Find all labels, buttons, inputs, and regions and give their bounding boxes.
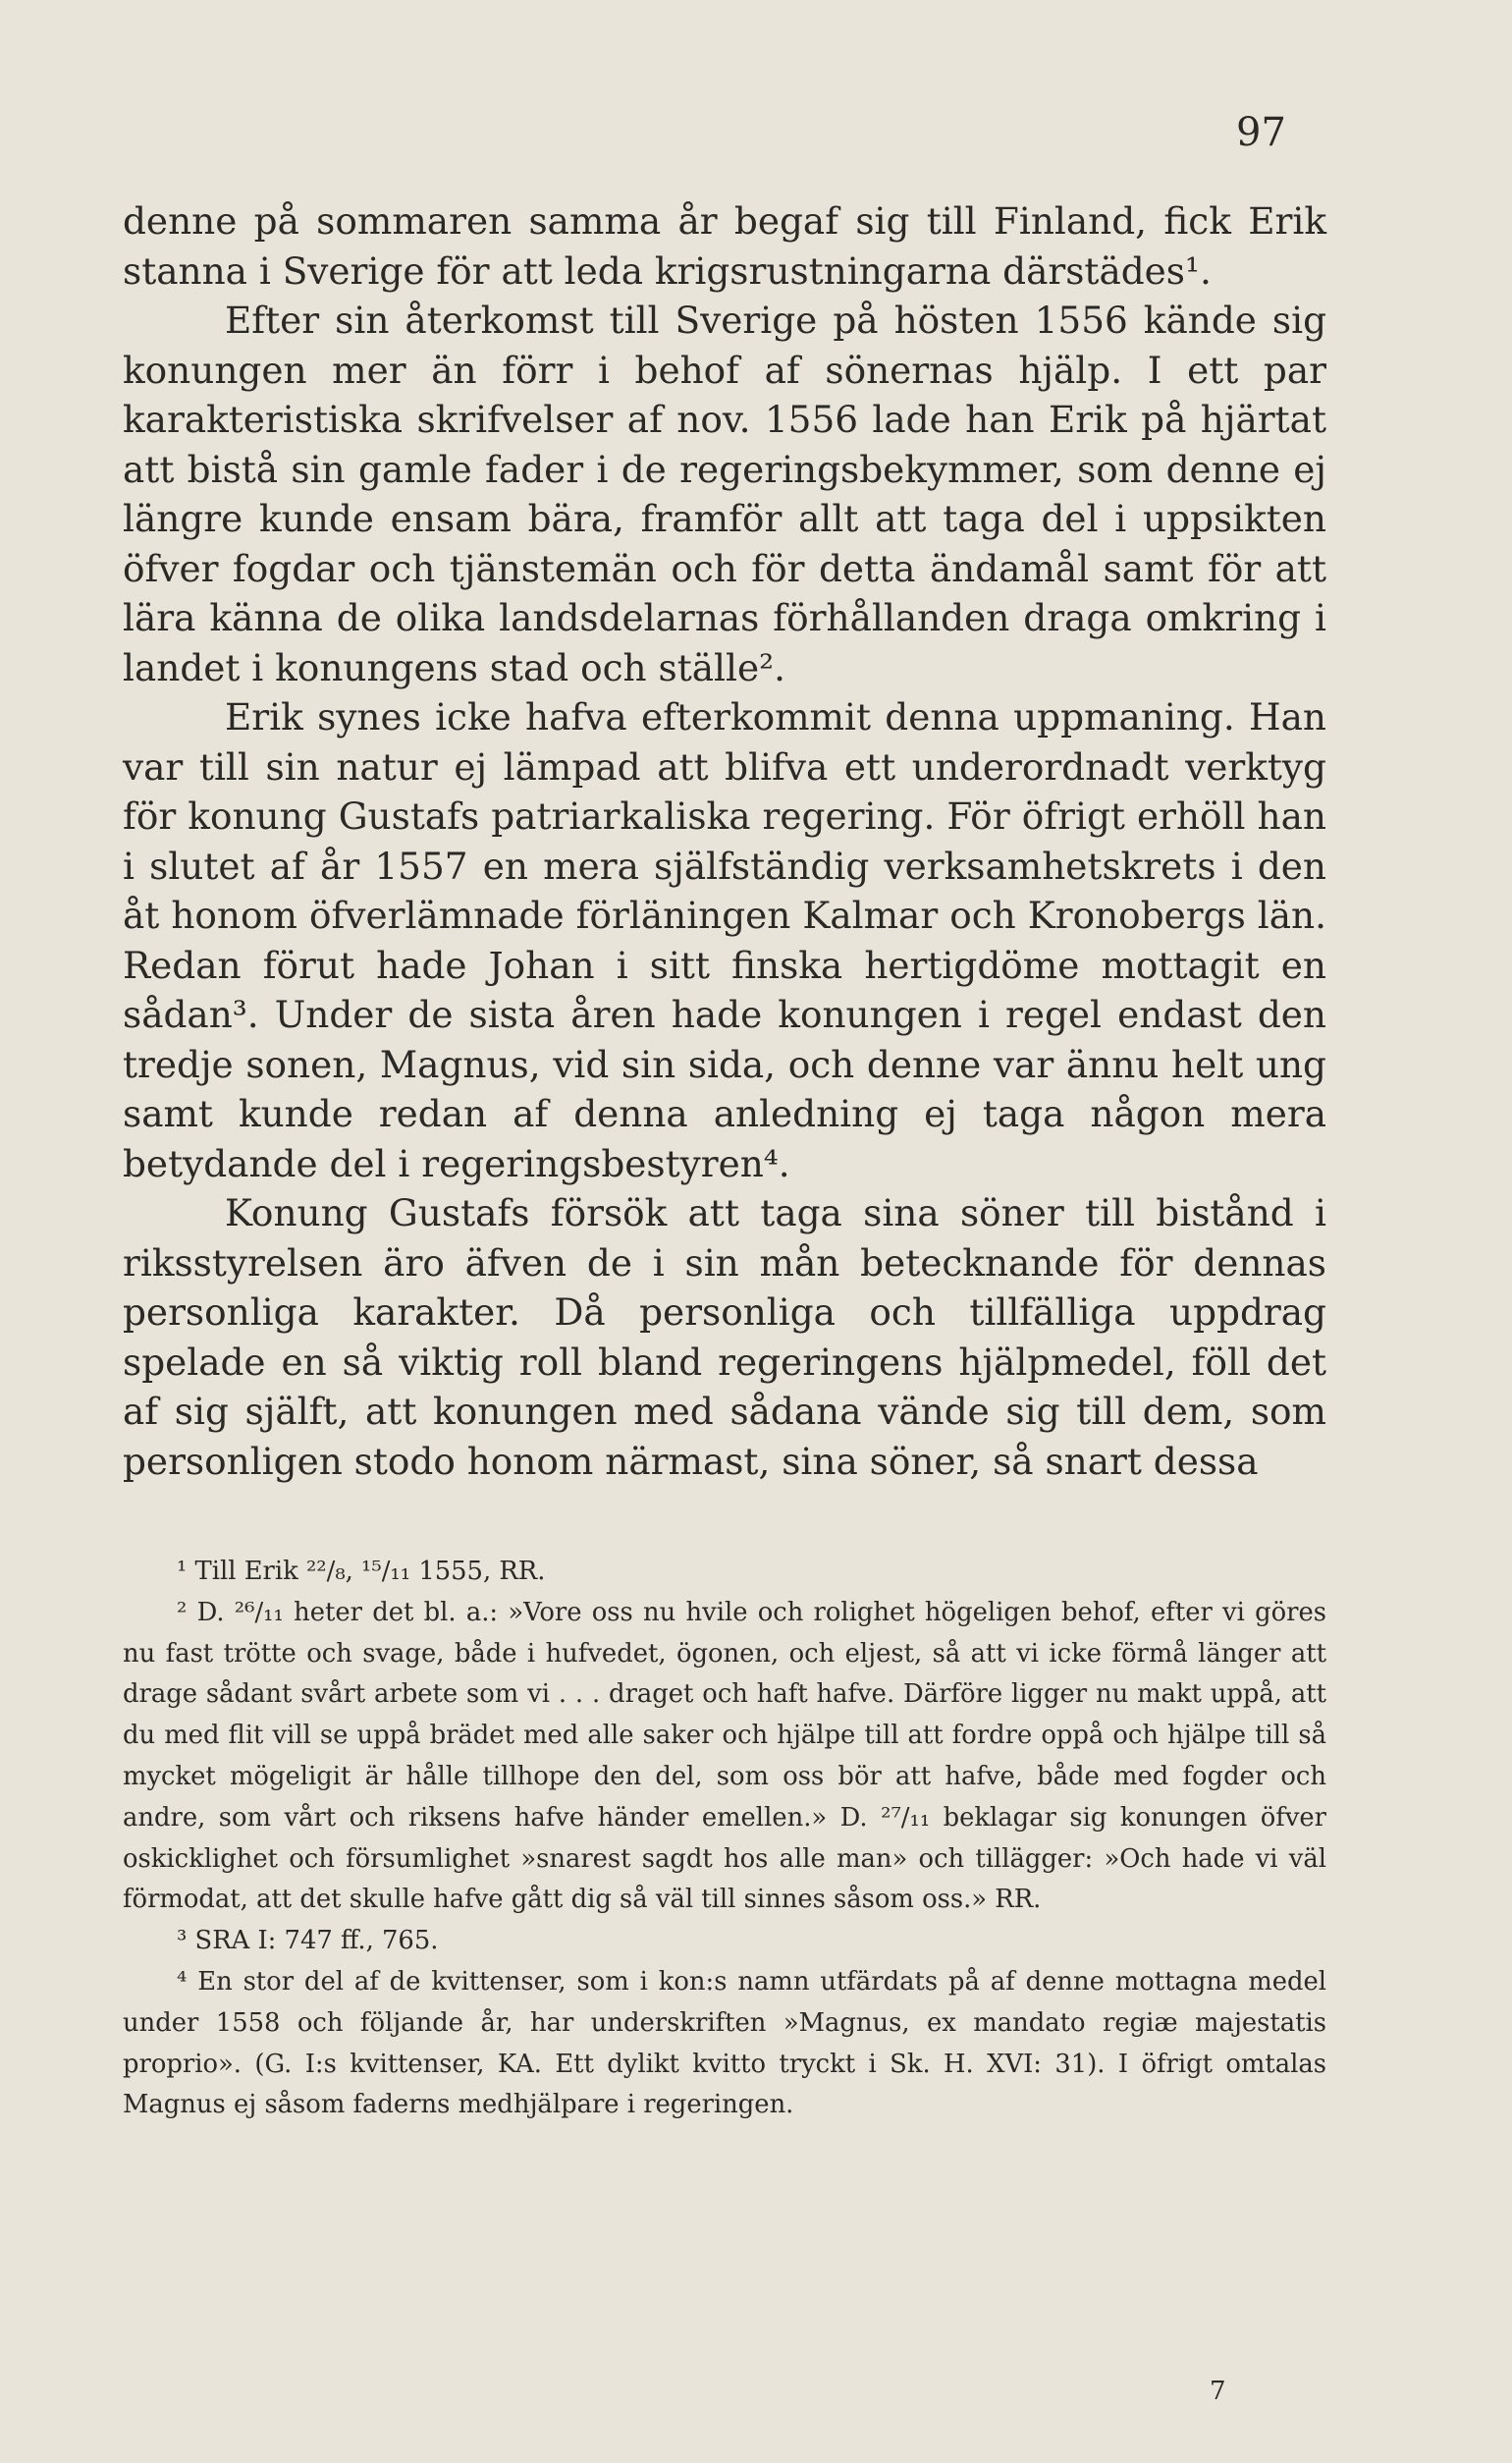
paragraph-3: Erik synes icke hafva efterkommit denna uppmaning. Han var till sin natur ej lämpad att blifva ett underordnadt verktyg för konung Gustafs patriarkaliska regering. För öfrigt erhöll han i slutet af år 1557 en mera själfständig verksamhetskrets i den åt honom öfverlämnade förläningen Kalmar och Kronobergs län. Redan förut hade Johan i sitt finska hertigdöme mottagit en sådan³. Under de sista åren hade konungen i regel endast den tredje sonen, Magnus, vid sin sida, och denne var ännu helt ung samt kunde redan af denna anledning ej taga någon mera betydande del i regeringsbestyren⁴. [123,695,1326,1185]
main-text [123,196,1326,1486]
footnotes [123,1552,1326,2126]
signature-mark: 7 [1210,2377,1226,2406]
footnote-4: ⁴ En stor del af de kvittenser, som i kon:s namn utfärdats på af denne mottagna medel under 1558 och följande år, har underskriften »Magnus, ex mandato regiæ majestatis proprio». (G. I:s kvittenser, KA. Ett dylikt kvitto tryckt i Sk. H. XVI: 31). I öfrigt omtalas Magnus ej såsom faderns medhjälpare i regeringen. [123,1966,1326,2120]
paragraph-4: Konung Gustafs försök att taga sina söner till bistånd i riksstyrelsen äro äfven de i sin mån betecknande för dennas personliga karakter. Då personliga och tillfälliga uppdrag spelade en så viktig roll bland regeringens hjälpmedel, föll det af sig själft, att konungen med sådana vände sig till dem, som personligen stodo honom närmast, sina söner, så snart dessa [123,1191,1326,1483]
paragraph-1: denne på sommaren samma år begaf sig till Finland, fick Erik stanna i Sverige för att leda krigsrustningarna därstädes¹. [123,199,1326,293]
paragraph-2: Efter sin återkomst till Sverige på hösten 1556 kände sig konungen mer än förr i behof af sönernas hjälp. I ett par karakteristiska skrifvelser af nov. 1556 lade han Erik på hjärtat att bistå sin gamle fader i de regeringsbekymmer, som denne ej längre kunde ensam bära, framför allt att taga del i uppsikten öfver fogdar och tjänstemän och för detta ändamål samt för att lära känna de olika landsdelarnas förhållanden draga omkring i landet i konungens stad och ställe². [123,299,1326,689]
footnote-2: ² D. ²⁶/₁₁ heter det bl. a.: »Vore oss nu hvile och rolighet högeligen behof, efter vi göres nu fast trötte och svage, både i hufvedet, ögonen, och eljest, så att vi icke förmå länger att drage sådant svårt arbete som vi . . . draget och haft hafve. Därföre ligger nu makt uppå, att du med flit vill se uppå brädet med alle saker och hjälpe till att fordre oppå och hjälpe till så mycket mögeligit är hålle tillhope den del, som oss bör att hafve, både med fogder och andre, som vårt och riksens hafve händer emellen.» D. ²⁷/₁₁ beklagar sig konungen öfver oskicklighet och försumlighet »snarest sagdt hos alle man» och tillägger: »Och hade vi väl förmodat, att det skulle hafve gått dig så väl till sinnes såsom oss.» RR. [123,1597,1326,1915]
footnote-3: ³ SRA I: 747 ff., 765. [177,1926,439,1956]
footnote-1: ¹ Till Erik ²²/₈, ¹⁵/₁₁ 1555, RR. [177,1557,546,1586]
page-number: 97 [1236,110,1286,155]
